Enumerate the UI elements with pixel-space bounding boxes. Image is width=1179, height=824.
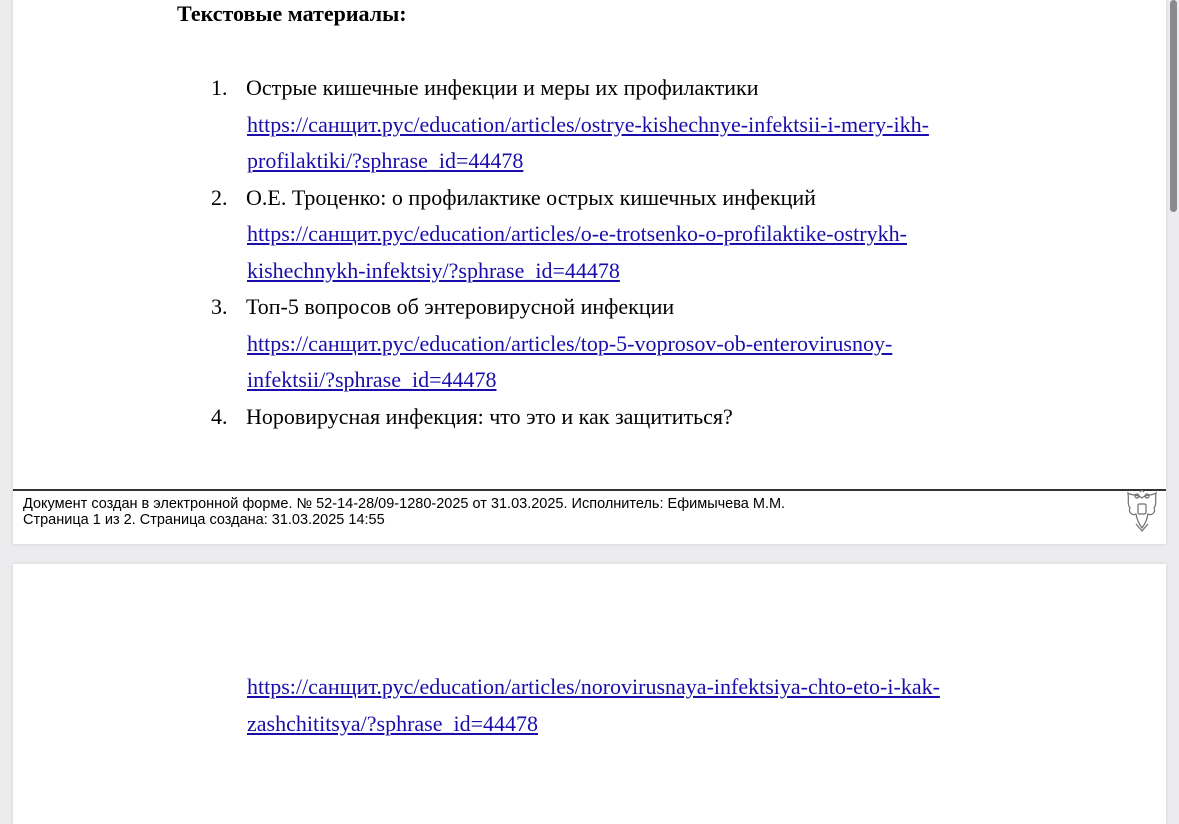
link-line[interactable]: https://санщит.рус/education/articles/o-e-trotsenko-o-profilaktike-ostrykh-	[247, 221, 907, 246]
list-item	[13, 289, 1166, 399]
list-item-title: Топ-5 вопросов об энтеровирусной инфекции	[246, 294, 675, 319]
list-item	[13, 180, 1166, 290]
list-item-number: 1.	[211, 75, 228, 100]
list-item	[13, 399, 1166, 436]
section-heading: Текстовые материалы:	[177, 1, 407, 26]
list-item	[13, 70, 1166, 180]
footer-line-1: Документ создан в электронной форме. № 52-14-28/09-1280-2025 от 31.03.2025. Исполнитель: Ефимычева М.М.	[23, 496, 786, 512]
link-line[interactable]: infektsii/?sphrase_id=44478	[247, 367, 497, 392]
document-page-1	[13, 0, 1166, 544]
article-link-2[interactable]	[247, 216, 1027, 289]
link-line[interactable]: https://санщит.рус/education/articles/ostrye-kishechnye-infektsii-i-mery-ikh-	[247, 111, 929, 137]
link-line[interactable]: kishechnykh-infektsiy/?sphrase_id=44478	[247, 257, 620, 283]
coat-of-arms-icon	[1124, 490, 1160, 532]
scrollbar-thumb[interactable]	[1170, 0, 1177, 212]
link-line[interactable]: zashchititsya/?sphrase_id=44478	[247, 710, 539, 736]
materials-list	[13, 70, 1166, 435]
list-item-number: 3.	[211, 294, 228, 319]
link-line[interactable]: https://санщит.рус/education/articles/top-5-voprosov-ob-enterovirusnoy-	[247, 330, 893, 356]
document-footer	[23, 497, 785, 528]
article-link-1[interactable]	[247, 107, 1027, 180]
list-item-title: О.Е. Троценко: о профилактике острых кишечных инфекций	[246, 184, 816, 210]
list-item-number: 2.	[211, 184, 228, 210]
article-link-4[interactable]	[247, 669, 940, 742]
footer-divider	[13, 489, 1166, 491]
article-link-3[interactable]	[247, 326, 1027, 399]
link-line[interactable]: profilaktiki/?sphrase_id=44478	[247, 148, 524, 173]
list-item-title: Острые кишечные инфекции и меры их профилактики	[246, 75, 759, 100]
document-page-2	[13, 564, 1166, 824]
list-item-title: Норовирусная инфекция: что это и как защититься?	[246, 403, 733, 429]
list-item-number: 4.	[211, 403, 228, 429]
vertical-scrollbar[interactable]	[1169, 0, 1179, 801]
link-line[interactable]: https://санщит.рус/education/articles/norovirusnaya-infektsiya-chto-eto-i-kak-	[247, 674, 940, 699]
footer-line-2: Страница 1 из 2. Страница создана: 31.03.2025 14:55	[23, 511, 385, 528]
